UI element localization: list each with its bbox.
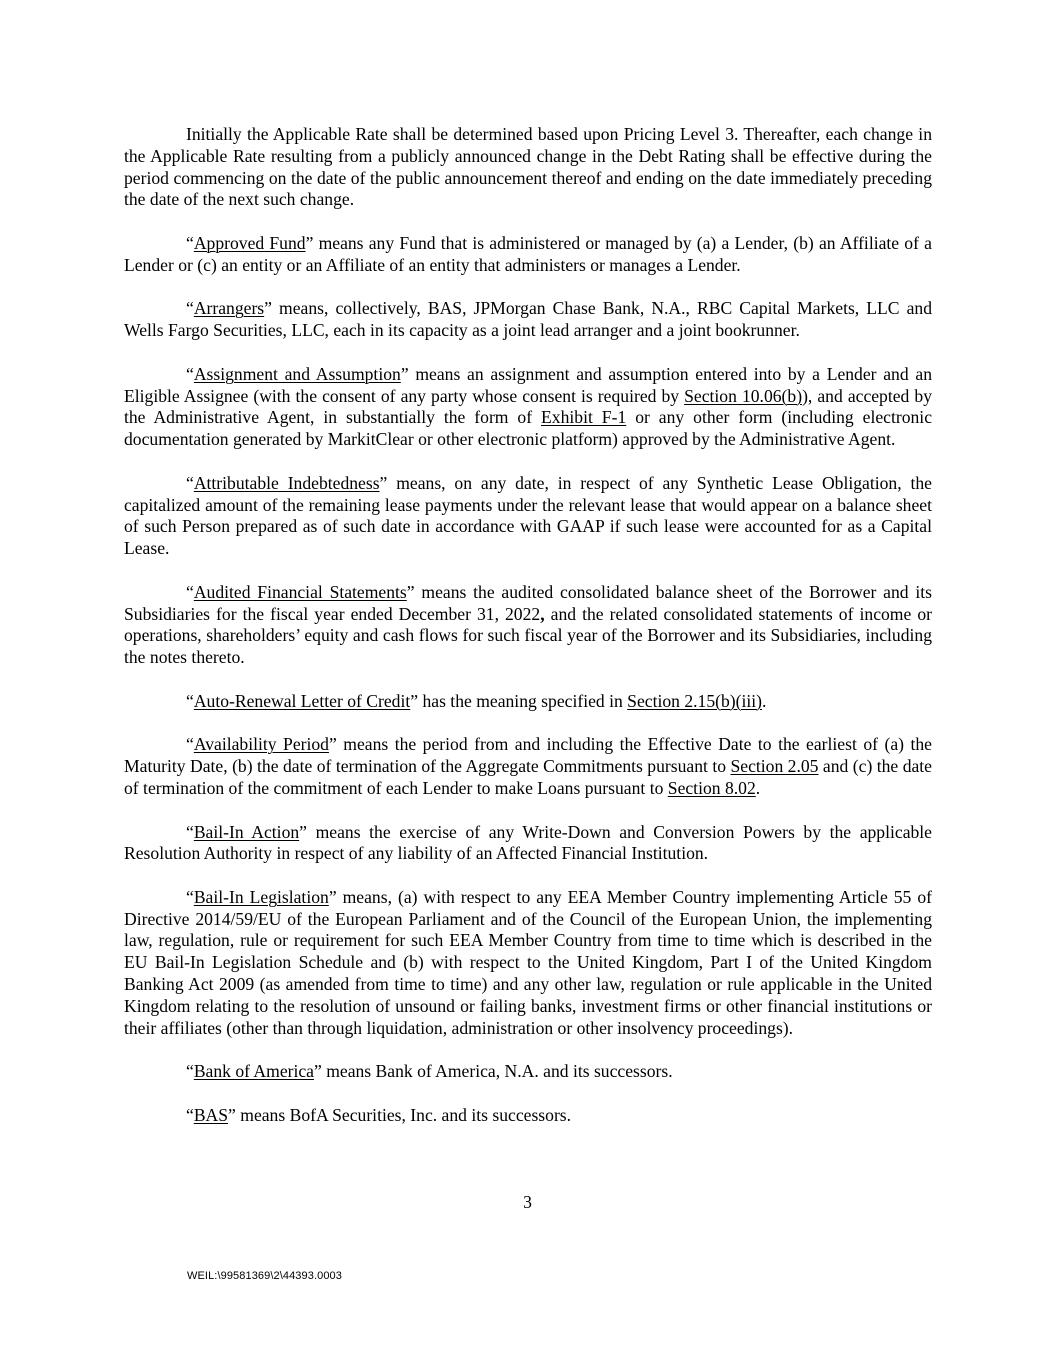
definition-text: ” means the exercise of any Write-Down and Conversion Powers by the applicable Resolution Authority in respect of any liability of an Affected Financial Institution. (124, 821, 932, 864)
paragraph-applicable-rate (124, 124, 932, 211)
definition-attributable-indebtedness (124, 473, 932, 560)
definition-bail-in-action (124, 822, 932, 866)
defined-term: Assignment and Assumption (193, 363, 401, 384)
open-quote: “ (186, 472, 194, 493)
paragraph-text: Initially the Applicable Rate shall be determined based upon Pricing Level 3. Thereafter, each change in the Applicable Rate resulting from a publicly announced change in the Debt Rating shall be effective during the period commencing on the date of the public announcement thereof and ending on the date immediately preceding the date of the next such change. (124, 124, 932, 210)
exhibit-reference: Exhibit F-1 (541, 407, 627, 428)
definition-assignment-and-assumption (124, 364, 932, 451)
defined-term: Availability Period (193, 734, 329, 755)
definition-audited-financial-statements (124, 582, 932, 669)
open-quote: “ (186, 1061, 194, 1082)
definition-text: ” has the meaning specified in (410, 690, 628, 711)
open-quote: “ (186, 886, 194, 907)
definition-text: ” means an assignment and assumption entered into by a Lender and an Eligible Assignee (with the consent of any party whose consent is required by (124, 363, 932, 406)
definition-availability-period (124, 734, 932, 799)
definition-text: ” means, collectively, BAS, JPMorgan Chase Bank, N.A., RBC Capital Markets, LLC and Wells Fargo Securities, LLC, each in its capacity as a joint lead arranger and a joint bookrunner. (124, 298, 932, 341)
definition-text: ), and accepted by the Administrative Agent, in substantially the form of (124, 385, 932, 428)
section-reference: Section 10.06(b) (684, 385, 803, 406)
section-reference: Section 2.15(b)(iii) (627, 690, 763, 711)
definition-text: ” means the audited consolidated balance sheet of the Borrower and its Subsidiaries for the fiscal year ended December 31, 2022 (124, 581, 932, 624)
open-quote: “ (186, 298, 194, 319)
page-number: 3 (523, 1192, 532, 1212)
definition-arrangers (124, 298, 932, 342)
definition-text: ” means, on any date, in respect of any Synthetic Lease Obligation, the capitalized amount of the remaining lease payments under the relevant lease that would appear on a balance sheet of such Person prepared as of such date in accordance with GAAP if such lease were accounted for as a Capital Lease. (124, 472, 932, 559)
open-quote: “ (186, 734, 194, 755)
open-quote: “ (186, 1104, 194, 1125)
definition-text: or any other form (including electronic documentation generated by MarkitClear or other electronic platform) approved by the Administrative Agent. (124, 407, 933, 450)
definition-text: and the related consolidated statements of income or operations, shareholders’ equity and cash flows for such fiscal year of the Borrower and its Subsidiaries, including the notes thereto. (124, 603, 932, 668)
open-quote: “ (186, 581, 194, 602)
defined-term: Bail-In Action (193, 821, 300, 842)
open-quote: “ (186, 690, 194, 711)
defined-term: Audited Financial Statements (193, 581, 407, 602)
definition-bas (124, 1105, 932, 1127)
definition-text: ” means BofA Securities, Inc. and its successors. (228, 1104, 572, 1125)
defined-term: Attributable Indebtedness (193, 472, 380, 493)
definition-text: ” means, (a) with respect to any EEA Member Country implementing Article 55 of Directive 2014/59/EU of the European Parliament and of the Council of the European Union, the implementing law, regulation, rule or requirement for such EEA Member Country from time to time which is described in the EU Bail-In Legislation Schedule and (b) with respect to the United Kingdom, Part I of the United Kingdom Banking Act 2009 (as amended from time to time) and any other law, regulation or rule applicable in the United Kingdom relating to the resolution of unsound or failing banks, investment firms or other financial institutions or their affiliates (other than through liquidation, administration or other insolvency proceedings). (124, 886, 933, 1038)
definition-bail-in-legislation (124, 887, 932, 1040)
defined-term: Arrangers (193, 298, 265, 319)
defined-term: Approved Fund (193, 232, 306, 253)
definition-text: ” means any Fund that is administered or managed by (a) a Lender, (b) an Affiliate of a Lender or (c) an entity or an Affiliate of an entity that administers or manages a Lender. (124, 232, 932, 275)
open-quote: “ (186, 232, 194, 253)
open-quote: “ (186, 363, 194, 384)
definition-text: . (762, 690, 767, 711)
open-quote: “ (186, 821, 194, 842)
definition-approved-fund (124, 233, 932, 277)
definition-bank-of-america (124, 1061, 932, 1083)
bold-comma: , (540, 603, 545, 624)
defined-term: BAS (193, 1104, 229, 1125)
document-body (124, 124, 932, 1148)
definition-text: and (c) the date of termination of the commitment of each Lender to make Loans pursuant to (124, 756, 932, 798)
definition-text: ” means the period from and including the Effective Date to the earliest of (a) the Maturity Date, (b) the date of termination of the Aggregate Commitments pursuant to (124, 734, 932, 777)
definition-text: ” means Bank of America, N.A. and its successors. (314, 1061, 673, 1082)
definition-text: . (755, 777, 761, 798)
footer-document-id: WEIL:\99581369\2\44393.0003 (187, 1270, 342, 1282)
defined-term: Bail-In Legislation (193, 886, 329, 907)
section-reference: Section 2.05 (730, 756, 819, 777)
defined-term: Auto-Renewal Letter of Credit (193, 690, 411, 711)
definition-auto-renewal-letter-of-credit (124, 691, 932, 713)
defined-term: Bank of America (193, 1061, 314, 1082)
section-reference: Section 8.02 (667, 777, 756, 798)
